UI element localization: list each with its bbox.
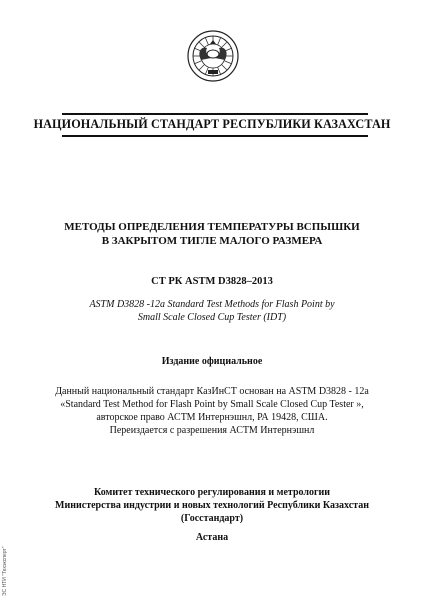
committee-line-3: (Госстандарт) bbox=[180, 513, 244, 524]
national-standard-title: НАЦИОНАЛЬНЫЙ СТАНДАРТ РЕСПУБЛИКИ КАЗАХСТАН bbox=[33, 117, 391, 131]
description-line-3: авторское право АСТМ Интернэшнл, РА 19428, США. bbox=[96, 412, 328, 423]
document-title-line-2: В ЗАКРЫТОМ ТИГЛЕ МАЛОГО РАЗМЕРА bbox=[101, 235, 323, 247]
committee-line-1: Комитет технического регулирования и метрологии bbox=[93, 487, 331, 498]
english-title-line-1: ASTM D3828 -12a Standard Test Methods for Flash Point by bbox=[89, 299, 335, 310]
header-rule-bottom bbox=[62, 135, 368, 137]
description-line-1: Данный национальный стандарт КазИнСТ основан на ASTM D3828 - 12a bbox=[55, 386, 369, 397]
english-title-line-2: Small Scale Closed Cup Tester (IDT) bbox=[137, 312, 287, 323]
header-rule-top bbox=[62, 113, 368, 115]
watermark-sidebar-text: ЭС НТИ "Техэксперт" bbox=[2, 546, 8, 596]
document-title-line-1: МЕТОДЫ ОПРЕДЕЛЕНИЯ ТЕМПЕРАТУРЫ ВСПЫШКИ bbox=[64, 221, 360, 233]
committee-line-2: Министерства индустрии и новых технологий Республики Казахстан bbox=[55, 500, 369, 511]
description-line-4: Переиздается с разрешения АСТМ Интернэшнл bbox=[109, 425, 315, 436]
standard-code: СТ РК ASTM D3828–2013 bbox=[151, 276, 273, 287]
state-emblem-icon bbox=[187, 30, 239, 82]
edition-label: Издание официальное bbox=[161, 356, 263, 367]
description-line-2: «Standard Test Method for Flash Point by Small Scale Closed Cup Tester », bbox=[60, 399, 364, 410]
city-label: Астана bbox=[195, 532, 229, 543]
